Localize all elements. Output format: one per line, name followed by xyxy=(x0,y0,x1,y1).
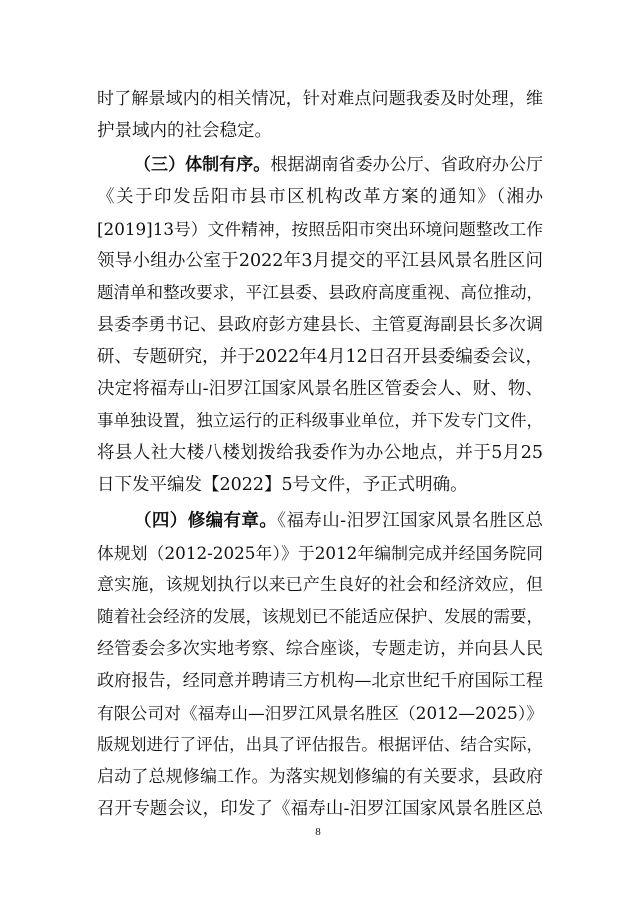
body-line: 随着社会经济的发展，该规划已不能适应保护、发展的需要， xyxy=(97,607,543,626)
body-line: [2019]13号）文件精神，按照岳阳市突出环境问题整改工作 xyxy=(97,219,543,239)
body-line: 版规划进行了评估，出具了评估报告。根据评估、结合实际， xyxy=(97,735,543,754)
body-line: 县委李勇书记、县政府彭方建县长、主管夏海副县长多次调 xyxy=(97,315,543,335)
body-line: 时了解景域内的相关情况，针对难点问题我委及时处理，维 xyxy=(97,89,543,109)
body-line: 护景域内的社会稳定。 xyxy=(97,121,272,141)
body-line: 研、专题研究，并于2022年4月12日召开县委编委会议， xyxy=(97,347,543,367)
body-line: 启动了总规修编工作。为落实规划修编的有关要求，县政府 xyxy=(97,767,543,787)
body-line: 意实施，该规划执行以来已产生良好的社会和经济效应，但 xyxy=(97,575,543,595)
paragraph-first-line xyxy=(134,150,543,180)
body-text: 根据湖南省委办公厅、省政府办公厅 xyxy=(270,155,544,175)
page-number: 8 xyxy=(315,826,321,838)
body-line: 领导小组办公室于2022年3月提交的平江县风景名胜区问 xyxy=(97,251,543,271)
body-line: 体规划（2012-2025年）》于2012年编制完成并经国务院同 xyxy=(97,543,543,563)
body-line: 将县人社大楼八楼划拨给我委作为办公地点，并于5月25 xyxy=(97,443,543,463)
body-line: 题清单和整改要求，平江县委、县政府高度重视、高位推动， xyxy=(97,283,543,302)
body-text: 《福寿山-汨罗江国家风景名胜区总 xyxy=(277,511,543,531)
section-heading: （四）修编有章。 xyxy=(134,511,278,531)
body-line: 经管委会多次实地考察、综合座谈，专题走访，并向县人民 xyxy=(97,639,543,659)
body-line: 日下发平编发【2022】5号文件，予正式明确。 xyxy=(97,475,468,495)
paragraph-first-line xyxy=(134,506,543,536)
body-line: 事单独设置，独立运行的正科级事业单位，并下发专门文件， xyxy=(97,411,543,430)
body-line: 《关于印发岳阳市县市区机构改革方案的通知》（湘办 xyxy=(97,187,543,207)
section-heading: （三）体制有序。 xyxy=(134,155,271,175)
body-line: 召开专题会议，印发了《福寿山-汨罗江国家风景名胜区总 xyxy=(97,799,543,819)
body-line: 决定将福寿山-汨罗江国家风景名胜区管委会人、财、物、 xyxy=(97,379,543,399)
body-line: 有限公司对《福寿山—汨罗江风景名胜区（2012—2025）》 xyxy=(97,703,543,723)
body-line: 政府报告，经同意并聘请三方机构—北京世纪千府国际工程 xyxy=(97,671,543,691)
